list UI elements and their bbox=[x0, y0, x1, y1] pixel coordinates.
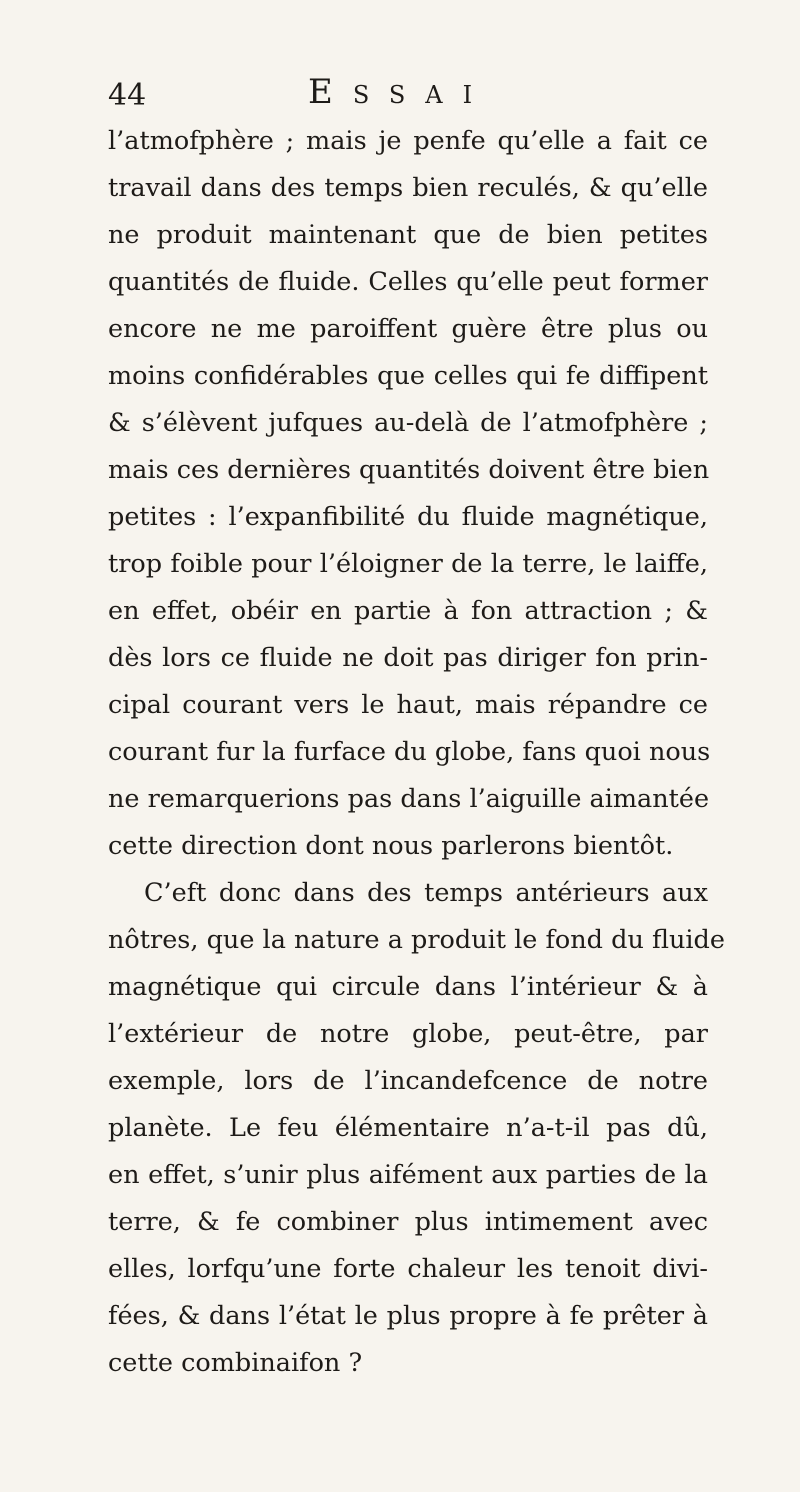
text-line: cette direction dont nous parlerons bientôt. bbox=[108, 831, 674, 861]
text-line: exemple, lors de l’incandefcence de notre bbox=[108, 1066, 708, 1096]
text-line: terre, & fe combiner plus intimement avec bbox=[108, 1207, 708, 1237]
text-line: fées, & dans l’état le plus propre à fe prêter à bbox=[108, 1301, 708, 1331]
text-line: quantités de fluide. Celles qu’elle peut former bbox=[108, 267, 708, 297]
text-line: ne produit maintenant que de bien petites bbox=[108, 220, 708, 250]
running-title: Essai bbox=[308, 72, 493, 112]
text-line: nôtres, que la nature a produit le fond du fluide bbox=[108, 925, 725, 955]
paragraph-2 bbox=[108, 870, 725, 1387]
text-line: petites : l’expanfibilité du fluide magnétique, bbox=[108, 502, 708, 532]
text-line: l’atmofphère ; mais je penfe qu’elle a fait ce bbox=[108, 126, 708, 156]
paragraph-1 bbox=[108, 118, 711, 870]
text-line: mais ces dernières quantités doivent être bien bbox=[108, 455, 710, 485]
text-line: planète. Le feu élémentaire n’a-t-il pas dû, bbox=[108, 1113, 708, 1143]
body-text bbox=[108, 118, 725, 1387]
text-line: l’extérieur de notre globe, peut-être, par bbox=[108, 1019, 708, 1049]
text-line: dès lors ce fluide ne doit pas diriger fon prin- bbox=[108, 643, 708, 673]
text-line: cipal courant vers le haut, mais répandre ce bbox=[108, 690, 708, 720]
text-line: ne remarquerions pas dans l’aiguille aimantée bbox=[108, 784, 710, 814]
page-header bbox=[108, 70, 708, 120]
text-line: travail dans des temps bien reculés, & qu’elle bbox=[108, 173, 708, 203]
text-line: trop foible pour l’éloigner de la terre, le laiffe, bbox=[108, 549, 708, 579]
text-line: courant fur la furface du globe, fans quoi nous bbox=[108, 737, 711, 767]
page-number: 44 bbox=[108, 78, 147, 113]
text-line: elles, lorfqu’une forte chaleur les tenoit divi- bbox=[108, 1254, 708, 1284]
text-line: & s’élèvent jufques au-delà de l’atmofphère ; bbox=[108, 408, 708, 438]
text-line: moins confidérables que celles qui fe diffipent bbox=[108, 361, 708, 391]
text-line: en effet, obéir en partie à fon attraction ; & bbox=[108, 596, 708, 626]
text-line: C’eft donc dans des temps antérieurs aux bbox=[144, 878, 708, 908]
text-line: magnétique qui circule dans l’intérieur & à bbox=[108, 972, 708, 1002]
text-line: en effet, s’unir plus aifément aux parties de la bbox=[108, 1160, 708, 1190]
text-line: encore ne me paroiffent guère être plus ou bbox=[108, 314, 708, 344]
text-line: cette combinaifon ? bbox=[108, 1348, 363, 1378]
